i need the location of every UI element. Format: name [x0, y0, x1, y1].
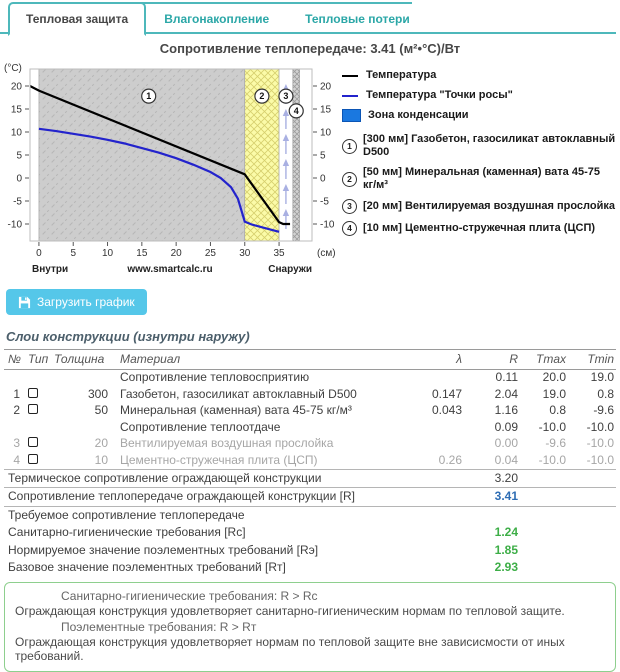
layer-label: [50 мм] Минеральная (каменная) вата 45-75 кг/м³	[363, 166, 616, 192]
summary-row: Требуемое сопротивление теплопередаче	[4, 506, 616, 525]
requirement-result: Ограждающая конструкция удовлетворяет нормам по тепловой защите вне зависисмости от иных требований.	[15, 636, 605, 663]
y-axis-unit: (°С)	[4, 63, 22, 74]
table-row: 1 300 Газобетон, газосиликат автоклавный D500 0.147 2.04 19.0 0.8	[4, 386, 616, 403]
heat-transfer-resistance-value: 3.41	[464, 490, 520, 504]
col-tmin: Tmin	[568, 353, 616, 367]
svg-text:30: 30	[239, 248, 251, 259]
legend-label: Зона конденсации	[368, 109, 469, 122]
summary-row: Сопротивление теплопередаче ограждающей конструкции [R] 3.41	[4, 487, 616, 506]
layer-type-checkbox[interactable]	[28, 404, 38, 414]
layer-3-badge: 3	[342, 199, 357, 214]
sanitary-requirement-value: 1.24	[464, 526, 520, 540]
legend-layer-3	[342, 199, 616, 214]
col-tmax: Tmax	[520, 353, 568, 367]
svg-text:5: 5	[70, 248, 76, 259]
legend-layer-1	[342, 133, 616, 159]
legend-label: Температура "Точки росы"	[366, 89, 513, 102]
svg-text:-10: -10	[320, 220, 335, 231]
table-row: 4 10 Цементно-стружечная плита (ЦСП) 0.26 0.04 -10.0 -10.0	[4, 452, 616, 469]
table-row: Сопротивление тепловосприятию 0.11 20.0 19.0	[4, 370, 616, 387]
summary-row: Термическое сопротивление ограждающей конструкции 3.20	[4, 469, 616, 488]
inside-label: Внутри	[32, 264, 68, 275]
layers-table	[4, 349, 616, 577]
page-title: Сопротивление теплопередаче: 3.41 (м²•°С)/Вт	[0, 41, 620, 56]
layers-section-title: Слои конструкции (изнутри наружу)	[6, 329, 620, 344]
svg-text:20: 20	[11, 82, 23, 93]
svg-text:15: 15	[320, 105, 332, 116]
svg-text:4: 4	[294, 106, 299, 116]
svg-text:-5: -5	[320, 197, 329, 208]
svg-text:20: 20	[171, 248, 183, 259]
table-row: 2 50 Минеральная (каменная) вата 45-75 кг/м³ 0.043 1.16 0.8 -9.6	[4, 403, 616, 420]
svg-text:5: 5	[320, 151, 326, 162]
summary-row: Нормируемое значение поэлементных требований [Rэ] 1.85	[4, 542, 616, 560]
watermark-label: www.smartcalc.ru	[126, 264, 212, 275]
svg-text:3: 3	[283, 91, 288, 101]
tab-moisture-accumulation[interactable]: Влагонакопление	[146, 4, 287, 34]
temperature-line-swatch	[342, 75, 358, 77]
svg-text:10: 10	[11, 128, 23, 139]
construction-chart	[2, 59, 618, 281]
svg-text:10: 10	[102, 248, 114, 259]
condensation-zone-swatch	[342, 109, 361, 122]
normalized-requirement-value: 1.85	[464, 544, 520, 558]
col-lambda: λ	[408, 353, 464, 367]
requirements-result-box	[4, 582, 616, 672]
layer-4-badge: 4	[342, 221, 357, 236]
layer-label: [300 мм] Газобетон, газосиликат автоклавный D500	[363, 133, 616, 159]
svg-text:1: 1	[146, 91, 151, 101]
svg-text:5: 5	[16, 151, 22, 162]
dew-point-line-swatch	[342, 95, 358, 97]
layer-1-badge: 1	[342, 139, 357, 154]
legend-label: Температура	[366, 69, 436, 82]
summary-row: Базовое значение поэлементных требований [Rт] 2.93	[4, 559, 616, 577]
table-row: 3 20 Вентилируемая воздушная прослойка 0.00 -9.6 -10.0	[4, 436, 616, 453]
svg-text:2: 2	[259, 91, 264, 101]
tab-heat-loss[interactable]: Тепловые потери	[287, 4, 428, 34]
svg-text:15: 15	[11, 105, 23, 116]
svg-text:-10: -10	[8, 220, 23, 231]
download-chart-label: Загрузить график	[37, 295, 135, 309]
svg-text:0: 0	[16, 174, 22, 185]
legend-item-dew-point	[342, 89, 616, 102]
requirement-formula: Санитарно-гигиенические требования: R > Rc	[15, 590, 605, 604]
chart-plot	[2, 59, 342, 281]
layer-type-checkbox[interactable]	[28, 388, 38, 398]
summary-row: Санитарно-гигиенические требования [Rc] 1.24	[4, 524, 616, 542]
save-icon	[18, 296, 31, 309]
svg-text:25: 25	[205, 248, 217, 259]
col-material: Материал	[112, 353, 408, 367]
thermal-resistance-value: 3.20	[464, 472, 520, 486]
requirement-formula: Поэлементные требования: R > Rт	[15, 621, 605, 635]
svg-text:10: 10	[320, 128, 332, 139]
layer-label: [10 мм] Цементно-стружечная плита (ЦСП)	[363, 222, 595, 235]
col-thickness: Толщина	[54, 353, 112, 367]
svg-text:0: 0	[36, 248, 42, 259]
chart-legend	[342, 69, 616, 243]
x-axis-ticks	[36, 242, 285, 259]
table-header-row	[4, 349, 616, 370]
download-chart-button[interactable]	[6, 289, 147, 315]
legend-item-temperature	[342, 69, 616, 82]
tab-thermal-protection[interactable]: Тепловая защита	[8, 2, 146, 36]
layer-type-checkbox[interactable]	[28, 454, 38, 464]
outside-label: Снаружи	[268, 264, 312, 275]
legend-layer-4	[342, 221, 616, 236]
svg-text:20: 20	[320, 82, 332, 93]
svg-text:-5: -5	[13, 197, 22, 208]
svg-text:15: 15	[136, 248, 148, 259]
table-row: Сопротивление теплоотдаче 0.09 -10.0 -10.0	[4, 419, 616, 436]
col-type: Тип	[26, 353, 54, 367]
layer-4-region	[293, 69, 300, 241]
col-num: №	[4, 353, 26, 367]
svg-text:35: 35	[274, 248, 286, 259]
legend-item-condensation-zone	[342, 109, 616, 122]
x-axis-unit: (см)	[317, 248, 336, 259]
base-requirement-value: 2.93	[464, 561, 520, 575]
layer-type-checkbox[interactable]	[28, 437, 38, 447]
layer-label: [20 мм] Вентилируемая воздушная прослойка	[363, 200, 615, 213]
svg-text:0: 0	[320, 174, 326, 185]
requirement-result: Ограждающая конструкция удовлетворяет санитарно-гигиеническим нормам по тепловой защите.	[15, 605, 605, 619]
layer-2-badge: 2	[342, 172, 357, 187]
tab-bar	[0, 0, 620, 34]
legend-layer-2	[342, 166, 616, 192]
col-r: R	[464, 353, 520, 367]
